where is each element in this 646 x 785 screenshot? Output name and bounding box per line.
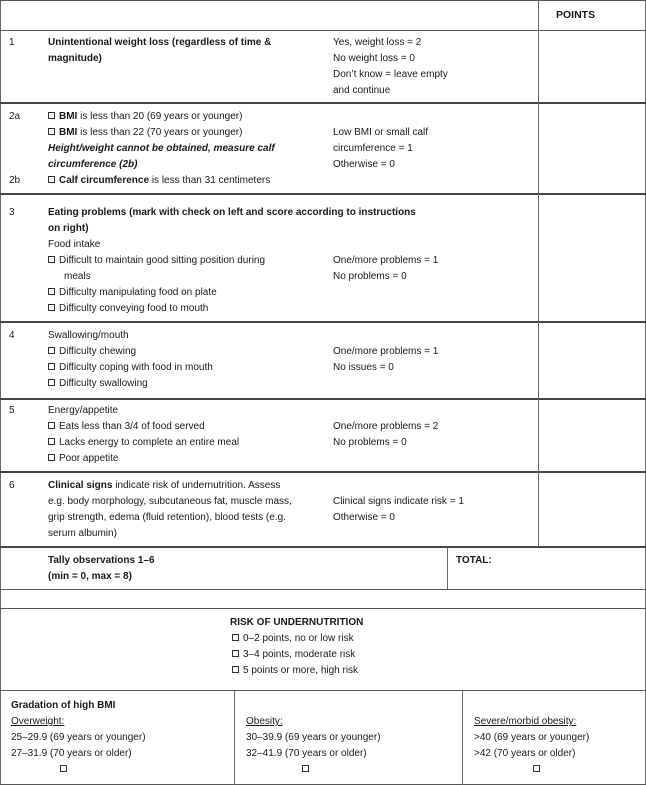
scoring-text: One/more problems = 1 bbox=[333, 255, 439, 266]
scoring-text: Low BMI or small calf bbox=[333, 127, 429, 138]
checkbox[interactable] bbox=[48, 454, 55, 461]
points-cell[interactable] bbox=[539, 323, 645, 398]
checkbox-option[interactable]: Eats less than 3/4 of food served bbox=[48, 419, 205, 435]
item-subtitle: Energy/appetite bbox=[48, 405, 119, 416]
scoring-text: No weight loss = 0 bbox=[333, 53, 415, 64]
item-title: on right) bbox=[48, 223, 89, 234]
points-cell[interactable] bbox=[539, 473, 645, 546]
risk-option[interactable]: 5 points or more, high risk bbox=[232, 663, 358, 679]
bmi-column-heading: Obesity: bbox=[246, 716, 283, 727]
checkbox[interactable] bbox=[232, 634, 239, 641]
checkbox[interactable] bbox=[48, 422, 55, 429]
bmi-column-heading: Severe/morbid obesity: bbox=[474, 716, 577, 727]
bmi-title: Gradation of high BMI bbox=[11, 700, 116, 711]
checkbox[interactable] bbox=[60, 765, 67, 772]
points-cell[interactable] bbox=[539, 104, 645, 193]
checkbox[interactable] bbox=[302, 765, 309, 772]
tally-bottom bbox=[0, 589, 646, 590]
risk-top bbox=[0, 608, 646, 609]
total-field[interactable] bbox=[500, 548, 645, 589]
checkbox-option[interactable]: Difficulty chewing bbox=[48, 344, 136, 360]
scoring-text: Otherwise = 0 bbox=[333, 159, 395, 170]
bmi-column-divider bbox=[462, 690, 463, 785]
points-cell[interactable] bbox=[539, 31, 645, 102]
bmi-range: 30–39.9 (69 years or younger) bbox=[246, 732, 381, 743]
checkbox-option[interactable]: Calf circumference is less than 31 centimeters bbox=[48, 173, 270, 189]
risk-option[interactable]: 0–2 points, no or low risk bbox=[232, 631, 354, 647]
scoring-text: No problems = 0 bbox=[333, 437, 407, 448]
item-note: Height/weight cannot be obtained, measure calf bbox=[48, 143, 275, 154]
scoring-text: and continue bbox=[333, 85, 391, 96]
item-number: 1 bbox=[9, 37, 15, 48]
checkbox[interactable] bbox=[48, 304, 55, 311]
tally-range: (min = 0, max = 8) bbox=[48, 571, 132, 582]
risk-title: RISK OF UNDERNUTRITION bbox=[230, 617, 364, 628]
checkbox[interactable] bbox=[48, 256, 55, 263]
bmi-checkbox-wrap[interactable] bbox=[533, 762, 540, 778]
points-cell[interactable] bbox=[539, 195, 645, 321]
checkbox[interactable] bbox=[48, 288, 55, 295]
left-border bbox=[0, 0, 1, 785]
checkbox-option[interactable]: Poor appetite bbox=[48, 451, 119, 467]
item-number: 4 bbox=[9, 330, 15, 341]
checkbox[interactable] bbox=[533, 765, 540, 772]
scoring-text: Don’t know = leave empty bbox=[333, 69, 448, 80]
bmi-range: 25–29.9 (69 years or younger) bbox=[11, 732, 146, 743]
item-title: magnitude) bbox=[48, 53, 102, 64]
scoring-text: No issues = 0 bbox=[333, 362, 394, 373]
bmi-range: 32–41.9 (70 years or older) bbox=[246, 748, 367, 759]
bmi-range: 27–31.9 (70 years or older) bbox=[11, 748, 132, 759]
checkbox[interactable] bbox=[48, 176, 55, 183]
checkbox[interactable] bbox=[232, 666, 239, 673]
checkbox[interactable] bbox=[232, 650, 239, 657]
checkbox[interactable] bbox=[48, 438, 55, 445]
checkbox[interactable] bbox=[48, 363, 55, 370]
bmi-top bbox=[0, 690, 646, 691]
bmi-column-divider bbox=[234, 690, 235, 785]
item-number: 3 bbox=[9, 207, 15, 218]
checkbox-option[interactable]: BMI is less than 22 (70 years or younger) bbox=[48, 125, 242, 141]
scoring-text: Clinical signs indicate risk = 1 bbox=[333, 496, 464, 507]
item-title: Unintentional weight loss (regardless of time & bbox=[48, 37, 272, 48]
scoring-text: Otherwise = 0 bbox=[333, 512, 395, 523]
item-text: serum albumin) bbox=[48, 528, 117, 539]
bmi-column-heading: Overweight: bbox=[11, 716, 65, 727]
checkbox[interactable] bbox=[48, 112, 55, 119]
total-divider bbox=[447, 547, 448, 589]
item-title: Eating problems (mark with check on left and score according to instructions bbox=[48, 207, 416, 218]
top-border bbox=[0, 0, 646, 1]
checkbox-option[interactable]: Difficulty conveying food to mouth bbox=[48, 301, 208, 317]
item-title: Clinical signs indicate risk of undernutrition. Assess bbox=[48, 480, 281, 491]
scoring-text: One/more problems = 1 bbox=[333, 346, 439, 357]
bmi-checkbox-wrap[interactable] bbox=[60, 762, 67, 778]
risk-option[interactable]: 3–4 points, moderate risk bbox=[232, 647, 355, 663]
checkbox-option[interactable]: BMI is less than 20 (69 years or younger) bbox=[48, 109, 242, 125]
item-note: circumference (2b) bbox=[48, 159, 138, 170]
item-number: 6 bbox=[9, 480, 15, 491]
item-number: 5 bbox=[9, 405, 15, 416]
checkbox-option[interactable]: Difficulty swallowing bbox=[48, 376, 148, 392]
tally-label: Tally observations 1–6 bbox=[48, 555, 155, 566]
checkbox-option[interactable]: Difficulty manipulating food on plate bbox=[48, 285, 217, 301]
total-label: TOTAL: bbox=[456, 555, 492, 566]
item-number: 2b bbox=[9, 175, 21, 186]
scoring-text: One/more problems = 2 bbox=[333, 421, 439, 432]
item-subtitle: Swallowing/mouth bbox=[48, 330, 129, 341]
checkbox-option[interactable]: Lacks energy to complete an entire meal bbox=[48, 435, 239, 451]
bmi-checkbox-wrap[interactable] bbox=[302, 762, 309, 778]
item-number: 2a bbox=[9, 111, 21, 122]
scoring-text: circumference = 1 bbox=[333, 143, 413, 154]
option-continuation: meals bbox=[64, 271, 91, 282]
checkbox-option[interactable]: Difficulty coping with food in mouth bbox=[48, 360, 213, 376]
scoring-text: Yes, weight loss = 2 bbox=[333, 37, 422, 48]
checkbox[interactable] bbox=[48, 347, 55, 354]
item-text: e.g. body morphology, subcutaneous fat, muscle mass, bbox=[48, 496, 292, 507]
scoring-text: No problems = 0 bbox=[333, 271, 407, 282]
checkbox[interactable] bbox=[48, 128, 55, 135]
checkbox-option[interactable]: Difficult to maintain good sitting position during bbox=[48, 253, 265, 269]
bmi-range: >42 (70 years or older) bbox=[474, 748, 576, 759]
points-cell[interactable] bbox=[539, 400, 645, 471]
item-subtitle: Food intake bbox=[48, 239, 101, 250]
bmi-range: >40 (69 years or younger) bbox=[474, 732, 590, 743]
item-text: grip strength, edema (fluid retention), blood tests (e.g. bbox=[48, 512, 286, 523]
checkbox[interactable] bbox=[48, 379, 55, 386]
points-header: POINTS bbox=[556, 9, 596, 21]
